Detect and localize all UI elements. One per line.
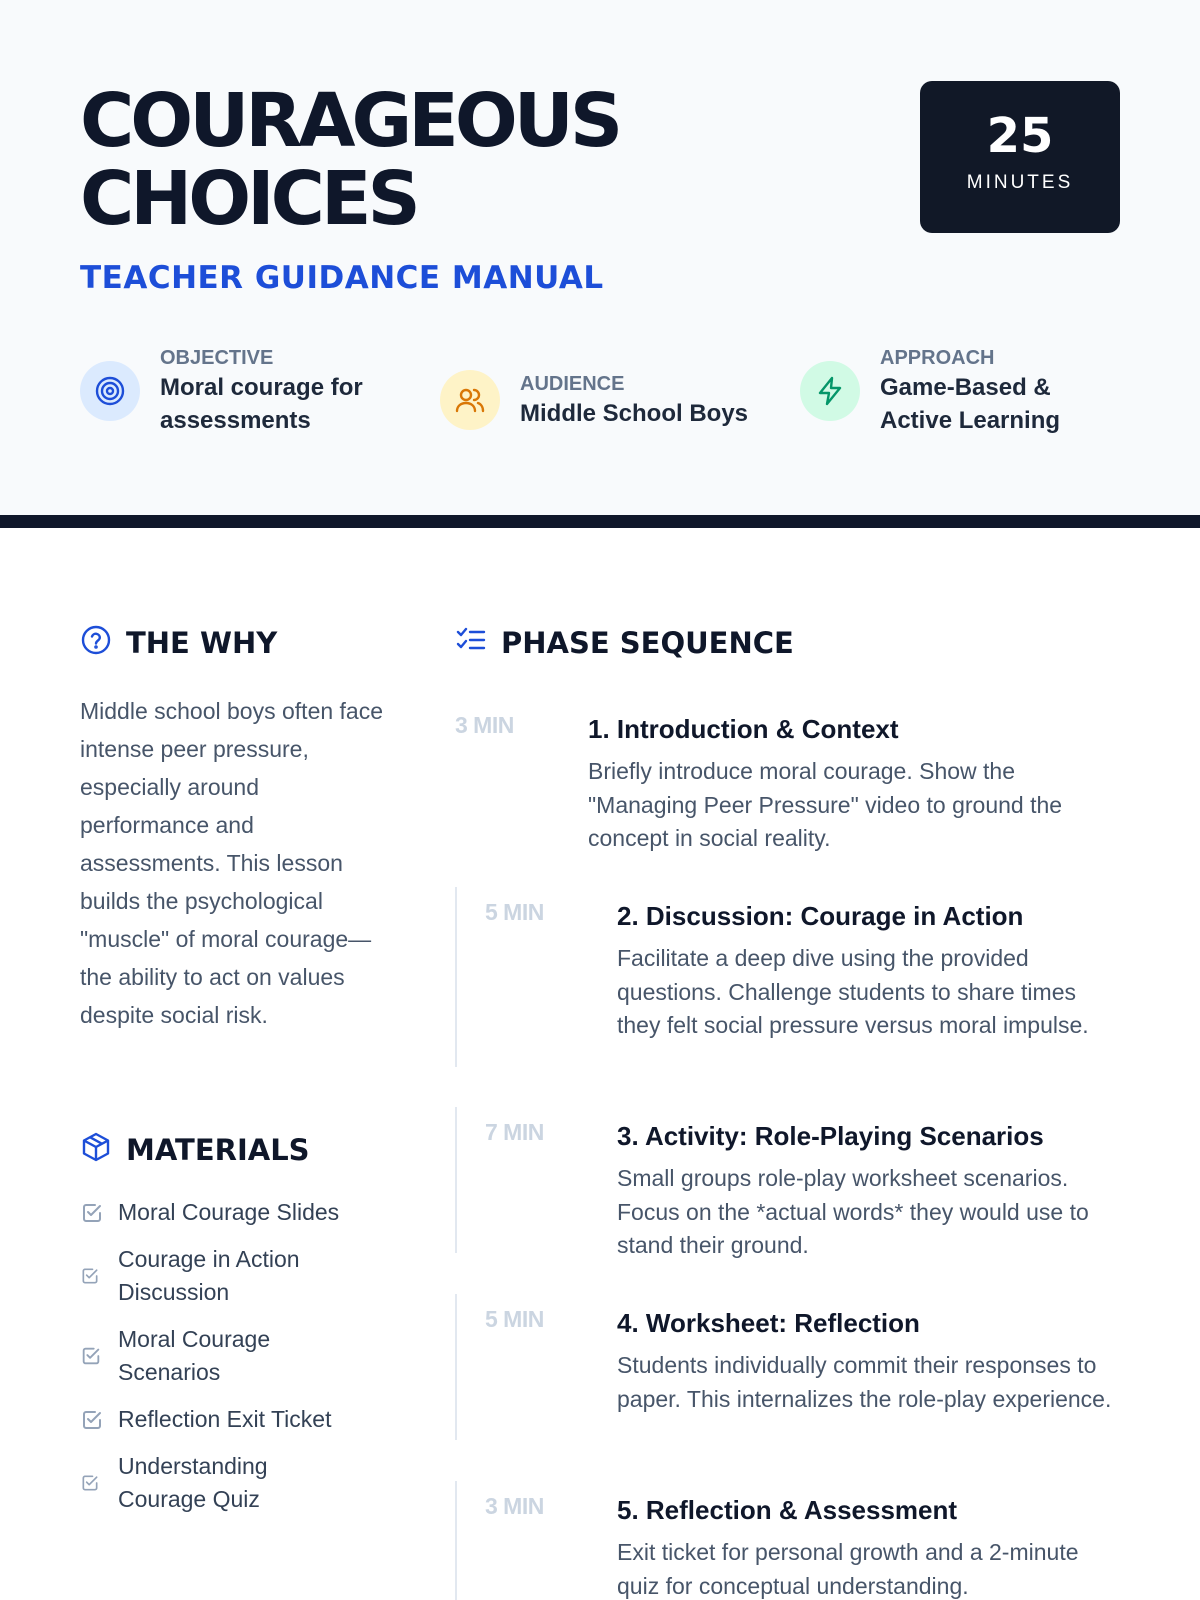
- material-label: Moral Courage Scenarios: [118, 1326, 271, 1385]
- checkbox-icon: [80, 1266, 106, 1286]
- phase-description: Exit ticket for personal growth and a 2-minute quiz for conceptual understanding.: [617, 1539, 1079, 1599]
- timeline-bar: [455, 1481, 457, 1600]
- users-icon: [440, 370, 500, 430]
- why-heading: [80, 624, 277, 661]
- section-title: PHASE SEQUENCE: [501, 625, 794, 660]
- meta-label: OBJECTIVE: [160, 347, 274, 369]
- timeline-bar: [455, 1294, 457, 1440]
- page-subtitle: TEACHER GUIDANCE MANUAL: [80, 260, 604, 296]
- materials-list: [80, 1196, 390, 1530]
- phase-title: 3. Activity: Role-Playing Scenarios: [617, 1121, 1044, 1151]
- material-label: Moral Courage Slides: [118, 1199, 340, 1225]
- why-paragraph: Middle school boys often face intense peer pressure, especially around performance and assessments. This lesson builds the psychological "muscle" of moral courage—the ability to act on values despite social risk.: [80, 698, 384, 1028]
- phase-item: [455, 1306, 1125, 1452]
- materials-heading: [80, 1131, 310, 1168]
- list-item: [80, 1403, 390, 1436]
- meta-value: [880, 371, 1060, 437]
- phase-description: Students individually commit their responses to paper. This internalizes the role-play experience.: [617, 1352, 1112, 1412]
- phase-duration: 7 MIN: [485, 1119, 544, 1145]
- material-label: Courage in Action Discussion: [118, 1246, 300, 1305]
- duration-unit: MINUTES: [966, 172, 1074, 193]
- duration-value: 25: [986, 108, 1054, 164]
- title-line-2: CHOICES: [80, 156, 417, 242]
- material-label: Reflection Exit Ticket: [118, 1406, 332, 1432]
- phase-title: 4. Worksheet: Reflection: [617, 1308, 920, 1338]
- material-label: Understanding Courage Quiz: [118, 1453, 268, 1512]
- phase-title: 1. Introduction & Context: [588, 714, 899, 744]
- meta-value-line: Active Learning: [880, 407, 1061, 434]
- meta-value: [160, 371, 363, 437]
- meta-label: APPROACH: [880, 347, 995, 369]
- phase-item: [455, 712, 1125, 862]
- phase-item: [455, 1493, 1125, 1600]
- meta-approach: [800, 345, 1060, 437]
- list-item: [80, 1450, 390, 1516]
- header: [0, 0, 1200, 528]
- question-circle-icon: [80, 624, 112, 661]
- section-title: MATERIALS: [126, 1132, 310, 1167]
- checkbox-icon: [80, 1408, 106, 1432]
- checkbox-icon: [80, 1201, 106, 1225]
- list-checks-icon: [455, 624, 487, 661]
- timeline-bar: [455, 1107, 457, 1253]
- meta-value-line: Game-Based &: [880, 374, 1051, 401]
- phase-item: [455, 1119, 1125, 1265]
- phase-item: [455, 899, 1125, 1079]
- page-title: [80, 78, 620, 242]
- package-icon: [80, 1131, 112, 1168]
- meta-value-line: Moral courage for: [160, 374, 363, 401]
- phase-description: Briefly introduce moral courage. Show the "Managing Peer Pressure" video to ground the concept in social reality.: [588, 758, 1063, 851]
- phase-title: 5. Reflection & Assessment: [617, 1495, 958, 1525]
- timeline-bar: [455, 887, 457, 1067]
- phase-title: 2. Discussion: Courage in Action: [617, 901, 1024, 931]
- lightning-icon: [800, 361, 860, 421]
- meta-objective: [80, 345, 363, 437]
- section-title: THE WHY: [126, 625, 278, 660]
- list-item: [80, 1323, 390, 1389]
- title-line-1: COURAGEOUS: [80, 78, 620, 164]
- list-item: [80, 1243, 390, 1309]
- target-icon: [80, 361, 140, 421]
- list-item: [80, 1196, 390, 1229]
- phase-description: Facilitate a deep dive using the provided questions. Challenge students to share times they felt social pressure versus moral impulse.: [617, 945, 1089, 1038]
- meta-label: AUDIENCE: [520, 372, 625, 395]
- phase-duration: 3 MIN: [485, 1493, 544, 1519]
- phase-duration: 3 MIN: [455, 712, 514, 738]
- checkbox-icon: [80, 1473, 106, 1493]
- phase-duration: 5 MIN: [485, 1306, 544, 1332]
- meta-value-line: assessments: [160, 407, 311, 434]
- duration-badge: [920, 81, 1120, 233]
- meta-audience: [440, 370, 748, 430]
- meta-value: Middle School Boys: [520, 399, 749, 427]
- phase-heading: [455, 624, 794, 661]
- phase-duration: 5 MIN: [485, 899, 544, 925]
- checkbox-icon: [80, 1345, 106, 1367]
- phase-description: Small groups role-play worksheet scenarios. Focus on the *actual words* they would use to stand their ground.: [617, 1165, 1089, 1258]
